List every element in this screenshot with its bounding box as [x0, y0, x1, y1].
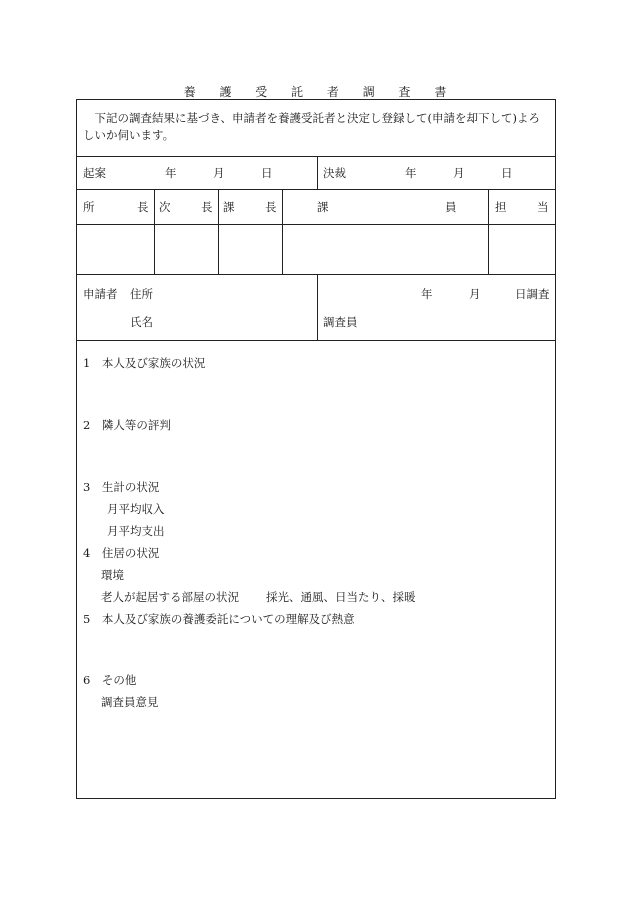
item-surveyor-opinion: 調査員意見 [101, 695, 159, 709]
stamp-box-deputy[interactable] [155, 225, 218, 274]
item-room-detail: 採光、通風、日当たり、採暖 [266, 590, 416, 604]
draft-day: 日 [261, 166, 273, 180]
survey-form [76, 99, 556, 799]
decision-month: 月 [453, 166, 465, 180]
item-monthly-expense: 月平均支出 [107, 524, 165, 538]
rule-after-applicant [77, 340, 555, 341]
item-housing: 4 住居の状況 [83, 546, 160, 560]
stamp-charge-char-1: 担 [495, 200, 507, 214]
rule-after-dates [77, 189, 555, 190]
stamp-box-section-chief[interactable] [219, 225, 282, 274]
stamp-section-char-2: 長 [265, 200, 277, 214]
decision-day: 日 [501, 166, 513, 180]
rule-after-stamp-boxes [77, 274, 555, 275]
surveyor-label: 調査員 [323, 315, 358, 329]
survey-month: 月 [469, 287, 481, 301]
item-monthly-income: 月平均収入 [107, 502, 165, 516]
item-environment: 環境 [101, 568, 124, 582]
stamp-section-char-1: 課 [223, 200, 235, 214]
decision-label: 決裁 [323, 166, 346, 180]
item-understanding: 5 本人及び家族の養護委託についての理解及び熱意 [83, 612, 355, 626]
survey-year: 年 [421, 287, 433, 301]
stamp-box-director[interactable] [77, 225, 154, 274]
survey-day: 日調査 [515, 287, 550, 301]
applicant-address-label: 住所 [130, 287, 153, 301]
item-family-status: 1 本人及び家族の状況 [83, 356, 206, 370]
stamp-director-char-2: 長 [137, 200, 149, 214]
stamp-staff-char-1: 課 [317, 200, 329, 214]
stamp-box-charge[interactable] [489, 225, 555, 274]
stamp-box-staff[interactable] [283, 225, 488, 274]
rule-after-intro [77, 156, 555, 157]
item-room-status: 老人が起居する部屋の状況 [101, 590, 239, 604]
document-title: 養 護 受 託 者 調 査 書 [183, 85, 457, 99]
divider-applicant [317, 274, 318, 340]
stamp-staff-char-2: 員 [445, 200, 457, 214]
stamp-deputy-char-2: 長 [201, 200, 213, 214]
draft-label: 起案 [83, 166, 106, 180]
applicant-label: 申請者 [83, 287, 118, 301]
item-neighbor-reputation: 2 隣人等の評判 [83, 418, 171, 432]
draft-month: 月 [213, 166, 225, 180]
divider-dates [317, 156, 318, 189]
item-livelihood: 3 生計の状況 [83, 480, 160, 494]
item-other: 6 その他 [83, 673, 137, 687]
intro-text: 下記の調査結果に基づき、申請者を養護受託者と決定し登録して(申請を却下して)よろしいか伺います。 [83, 111, 541, 142]
applicant-name-label: 氏名 [130, 315, 153, 329]
draft-year: 年 [165, 166, 177, 180]
stamp-deputy-char-1: 次 [159, 200, 171, 214]
stamp-charge-char-2: 当 [537, 200, 549, 214]
decision-year: 年 [405, 166, 417, 180]
stamp-director-char-1: 所 [83, 200, 95, 214]
